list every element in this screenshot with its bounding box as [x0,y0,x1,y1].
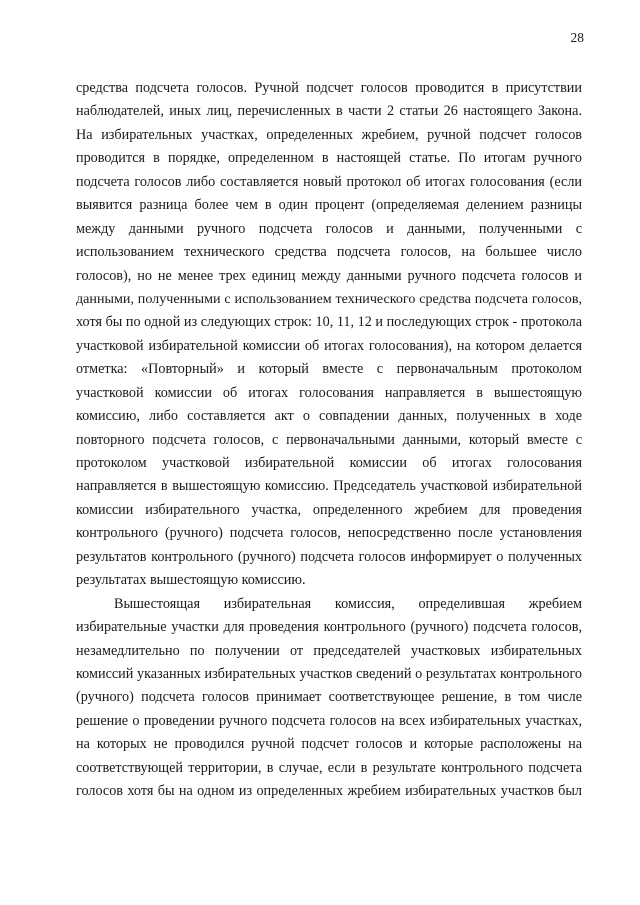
text-line: данными, полученными с использованием технического средства подсчета голосов, [76,290,582,307]
text-line: результатов контрольного (ручного) подсчета голосов информирует о полученных [76,548,582,565]
text-line: подсчета голосов либо составляется новый протокол об итогах голосования (если [76,173,582,190]
body-text [76,77,582,804]
text-line: решение о проведении ручного подсчета голосов на всех избирательных участках, [76,712,582,729]
text-line: На избирательных участках, определенных жребием, ручной подсчет голосов [76,126,582,143]
text-line: наблюдателей, иных лиц, перечисленных в части 2 статьи 26 настоящего Закона. [76,103,582,120]
text-line: между данными ручного подсчета голосов и данными, полученными с [76,220,582,237]
text-line: использованием технического средства подсчета голосов, на большее число [76,244,582,261]
text-line: комиссий указанных избирательных участков сведений о результатах контрольного [76,665,582,682]
text-line: направляется в вышестоящую комиссию. Председатель участковой избирательной [76,478,582,495]
text-line: участковой избирательной комиссии об итогах голосования), на котором делается [76,337,582,354]
paragraph-first-line: Вышестоящая избирательная комиссия, определившая жребием [114,595,582,612]
text-line: проводится в порядке, определенном в настоящей статье. По итогам ручного [76,150,582,167]
text-line: повторного подсчета голосов, с первоначальными данными, который вместе с [76,431,582,448]
page-number: 28 [570,30,584,45]
text-line: избирательные участки для проведения контрольного (ручного) подсчета голосов, [76,619,582,636]
text-line: незамедлительно по получении от председателей участковых избирательных [76,642,582,659]
text-line: средства подсчета голосов. Ручной подсчет голосов проводится в присутствии [76,80,582,96]
text-line: голосов хотя бы на одном из определенных жребием избирательных участков был [76,783,582,800]
text-line: соответствующей территории, в случае, если в результате контрольного подсчета [76,759,582,776]
text-line: выявится разница более чем в один процент (определяемая делением разницы [76,197,582,214]
text-line: комиссии избирательного участка, определенного жребием для проведения [76,501,582,518]
text-line: комиссию, либо составляется акт о совпадении данных, полученных в ходе [76,408,582,425]
text-line: результатах вышестоящую комиссию. [76,572,306,589]
text-line: контрольного (ручного) подсчета голосов, непосредственно после установления [76,525,582,542]
text-line: участковой комиссии об итогах голосования направляется в вышестоящую [76,384,582,401]
text-line: (ручного) подсчета голосов принимает соответствующее решение, в том числе [76,689,582,706]
text-line: голосов), но не менее трех единиц между данными ручного подсчета голосов и [76,267,582,284]
text-line: протоколом участковой избирательной комиссии об итогах голосования [76,455,582,471]
text-line: на которых не проводился ручной подсчет голосов и которые расположены на [76,736,582,753]
text-line: хотя бы по одной из следующих строк: 10, 11, 12 и последующих строк - протокола [76,314,582,331]
text-line: отметка: «Повторный» и который вместе с первоначальным протоколом [76,361,582,378]
